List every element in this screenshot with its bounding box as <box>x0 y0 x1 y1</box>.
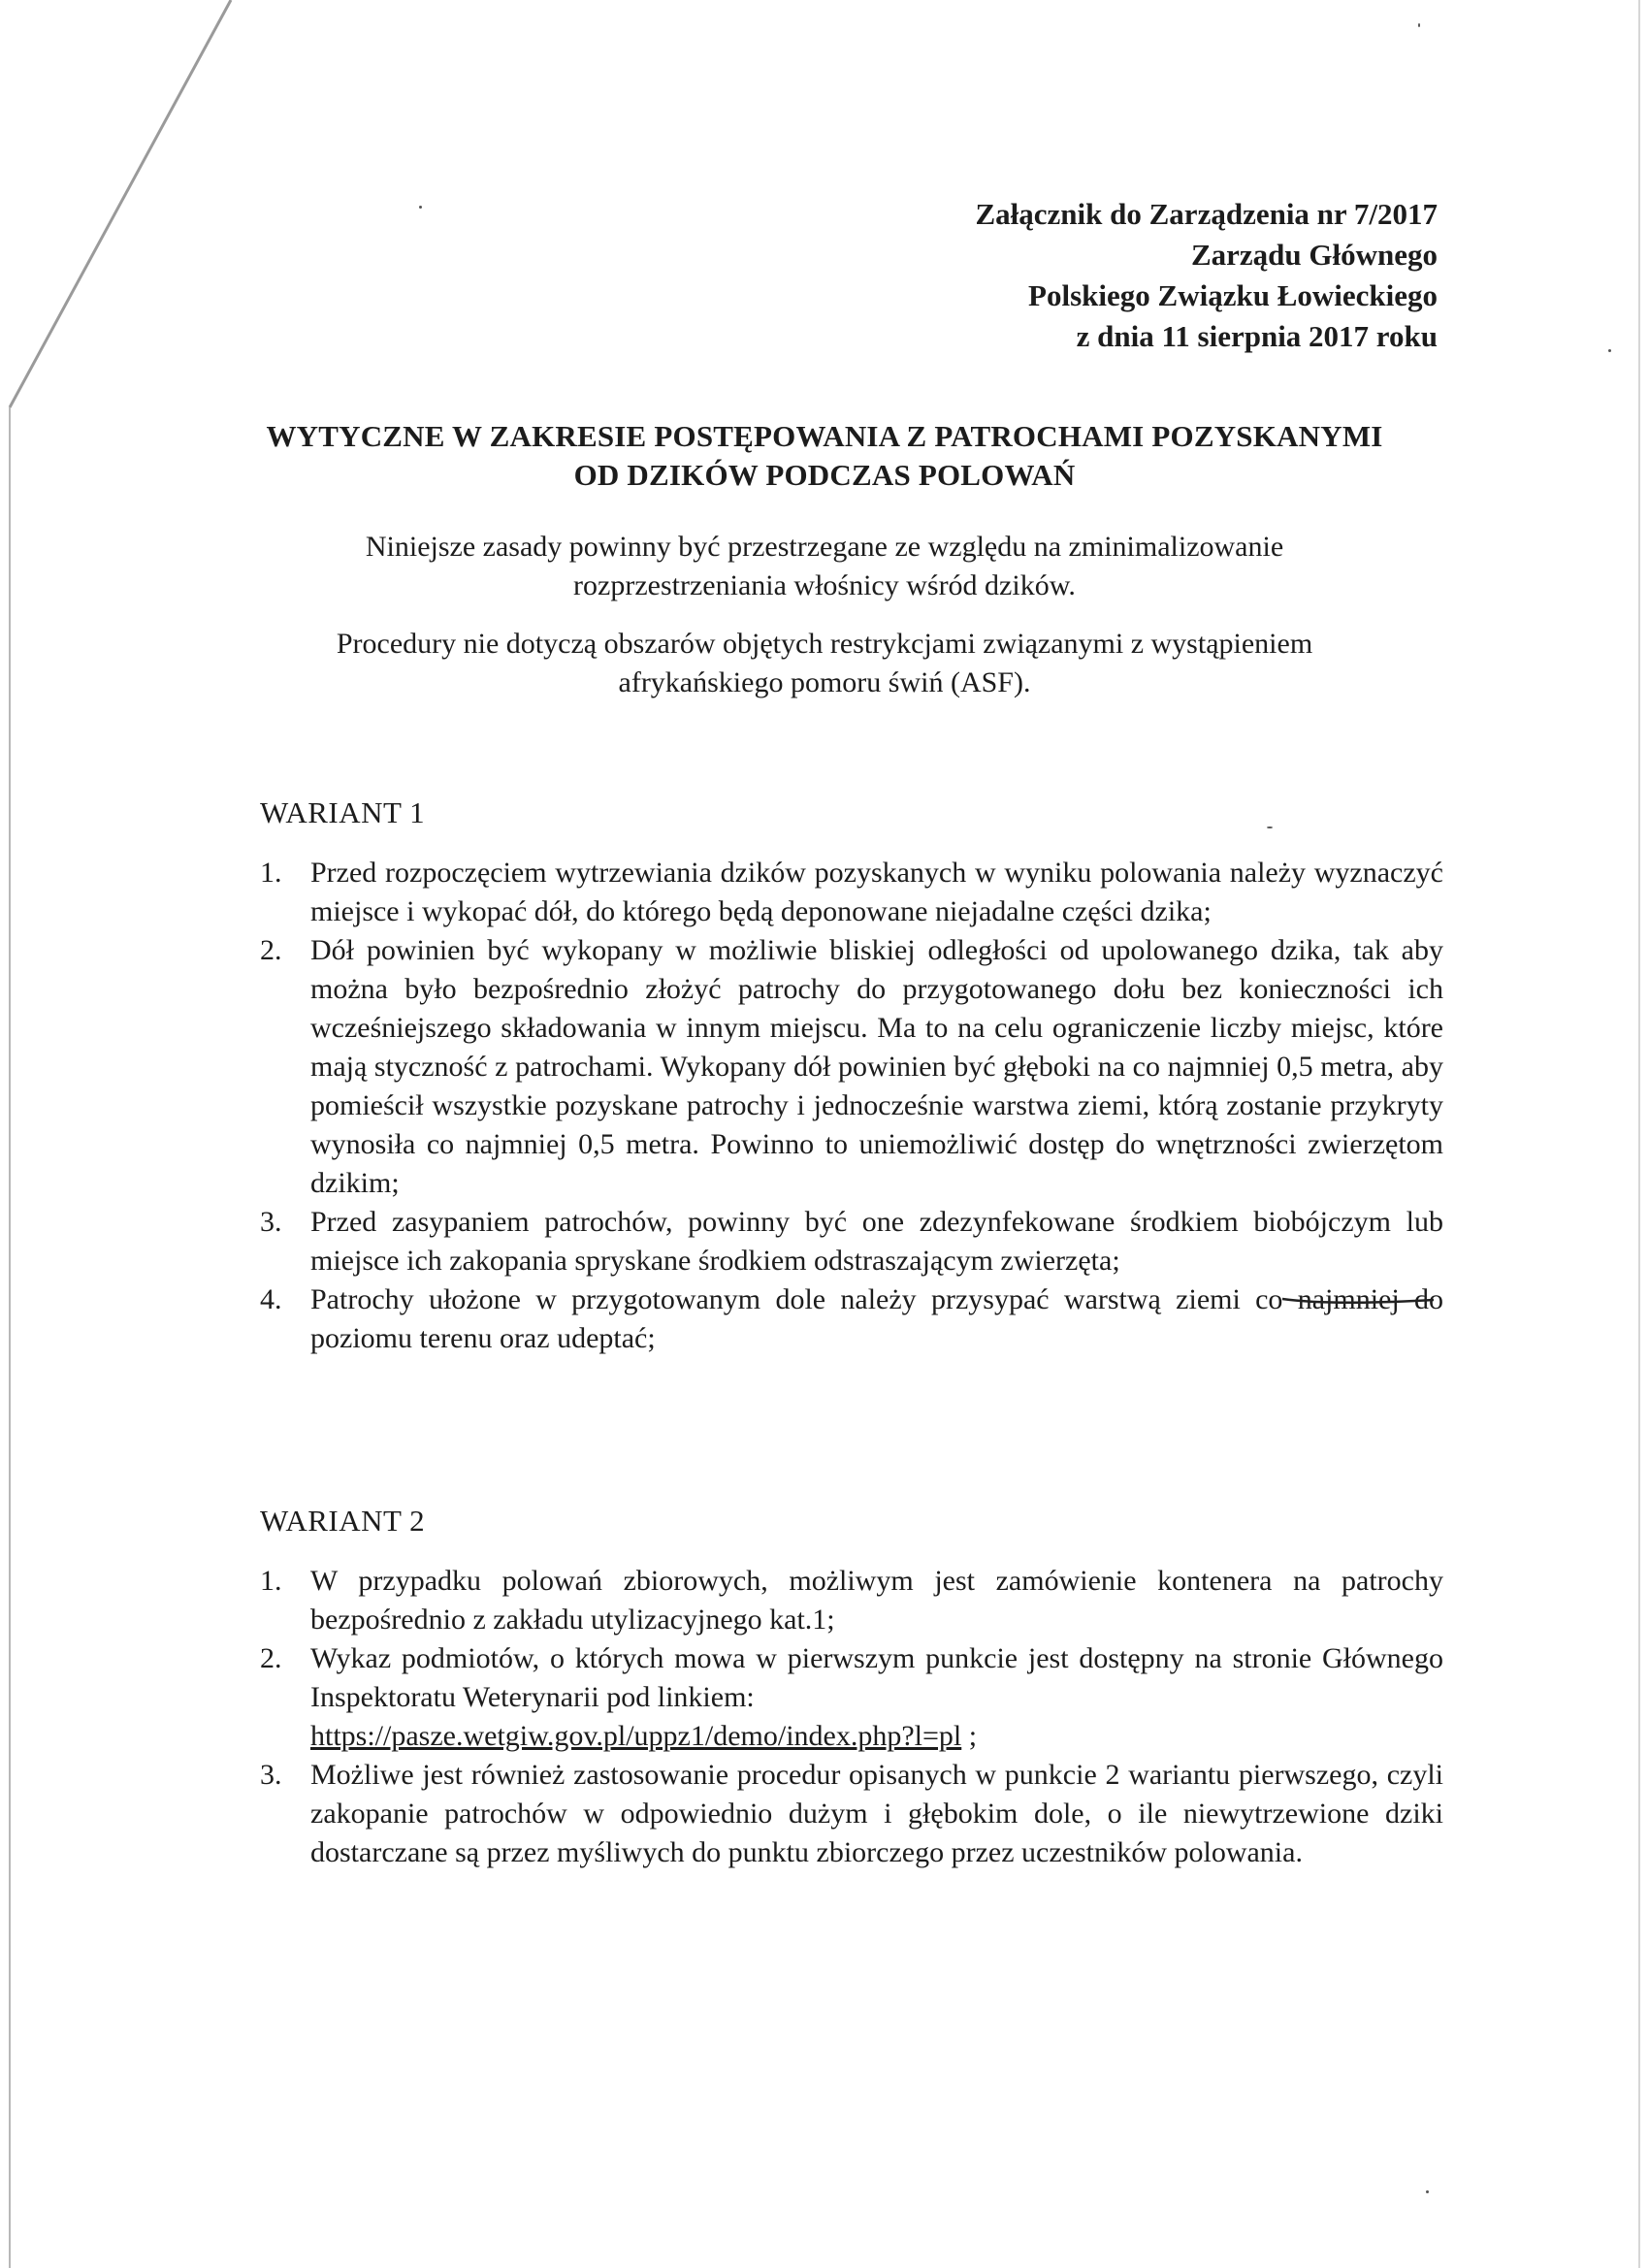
intro-p1-line-2: rozprzestrzeniania włośnicy wśród dzików. <box>573 569 1076 601</box>
variant-2-heading: WARIANT 2 <box>260 1504 426 1538</box>
list-item-text: Możliwe jest również zastosowanie procedur opisanych w punkcie 2 wariantu pierwszego, czyli zakopanie patrochów w odpowiednio dużym i głębokim dole, o ile niewytrzewione dziki dostarczane są przez myśliwych do punktu zbiorczego przez uczestników polowania. <box>310 1759 1443 1868</box>
list-item <box>260 1562 1443 1639</box>
intro-p1-line-1: Niniejsze zasady powinny być przestrzegane ze względu na zminimalizowanie <box>365 531 1284 563</box>
title-line-2: OD DZIKÓW PODCZAS POLOWAŃ <box>573 458 1076 492</box>
scan-speck <box>1267 826 1273 828</box>
list-item-text: W przypadku polowań zbiorowych, możliwym jest zamówienie kontenera na patrochy bezpośrednio z zakładu utylizacyjnego kat.1; <box>310 1565 1443 1636</box>
header-line-4: z dnia 11 sierpnia 2017 roku <box>1076 319 1438 353</box>
giw-link[interactable]: https://pasze.wetgiw.gov.pl/uppz1/demo/index.php?l=pl <box>310 1720 962 1752</box>
header-block <box>975 194 1438 357</box>
scan-speck <box>1608 349 1611 352</box>
intro-paragraph-1 <box>165 528 1484 605</box>
list-item <box>260 1639 1443 1756</box>
list-item-number: 2. <box>260 934 282 966</box>
variant-1-section <box>260 794 1443 1358</box>
list-item <box>260 854 1443 931</box>
list-item-number: 1. <box>260 857 282 889</box>
header-line-3: Polskiego Związku Łowieckiego <box>1028 278 1438 312</box>
intro-p2-line-2: afrykańskiego pomoru świń (ASF). <box>618 666 1031 698</box>
variant-1-list <box>260 854 1443 1358</box>
scan-speck <box>1418 23 1420 27</box>
list-item-number: 2. <box>260 1642 282 1674</box>
list-item-text: Przed rozpoczęciem wytrzewiania dzików pozyskanych w wyniku polowania należy wyznaczyć miejsce i wykopać dół, do którego będą deponowane niejadalne części dzika; <box>310 857 1443 927</box>
variant-1-heading: WARIANT 1 <box>260 795 426 829</box>
variant-2-section <box>260 1502 1443 1872</box>
header-line-2: Zarządu Głównego <box>1190 238 1438 272</box>
header-line-1: Załącznik do Zarządzenia nr 7/2017 <box>975 197 1438 231</box>
scan-speck <box>1426 2190 1429 2193</box>
list-item-number: 3. <box>260 1206 282 1238</box>
list-item <box>260 1280 1443 1358</box>
title-line-1: WYTYCZNE W ZAKRESIE POSTĘPOWANIA Z PATROCHAMI POZYSKANYMI <box>266 419 1383 453</box>
document-title <box>165 417 1484 495</box>
intro-p2-line-1: Procedury nie dotyczą obszarów objętych restrykcjami związanymi z wystąpieniem <box>336 628 1313 660</box>
list-item-text: Dół powinien być wykopany w możliwie bliskiej odległości od upolowanego dzika, tak aby można było bezpośrednio złożyć patrochy do przygotowanego dołu bez konieczności ich wcześniejszego składowania w innym miejscu. Ma to na celu ograniczenie liczby miejsc, które mają styczność z patrochami. Wykopany dół powinien być głęboki na co najmniej 0,5 metra, aby pomieścił wszystkie pozyskane patrochy i jednocześnie warstwa ziemi, którą zostanie przykryty wynosiła co najmniej 0,5 metra. Powinno to uniemożliwić dostęp do wnętrzności zwierzętom dzikim; <box>310 934 1443 1199</box>
list-item-number: 3. <box>260 1759 282 1791</box>
link-suffix: ; <box>961 1720 978 1752</box>
scan-speck <box>419 206 422 209</box>
list-item-number: 4. <box>260 1283 282 1315</box>
intro-paragraph-2 <box>165 625 1484 702</box>
list-item <box>260 1756 1443 1872</box>
list-item <box>260 931 1443 1203</box>
list-item-number: 1. <box>260 1565 282 1597</box>
list-item-text: Patrochy ułożone w przygotowanym dole należy przysypać warstwą ziemi co najmniej do poziomu terenu oraz udeptać; <box>310 1283 1443 1354</box>
list-item <box>260 1203 1443 1280</box>
list-item-text: Przed zasypaniem patrochów, powinny być one zdezynfekowane środkiem biobójczym lub miejsce ich zakopania spryskane środkiem odstraszającym zwierzęta; <box>310 1206 1443 1277</box>
intro-block <box>165 528 1484 722</box>
variant-2-list <box>260 1562 1443 1872</box>
list-item-text: Wykaz podmiotów, o których mowa w pierwszym punkcie jest dostępny na stronie Głównego Inspektoratu Weterynarii pod linkiem: <box>310 1642 1443 1713</box>
